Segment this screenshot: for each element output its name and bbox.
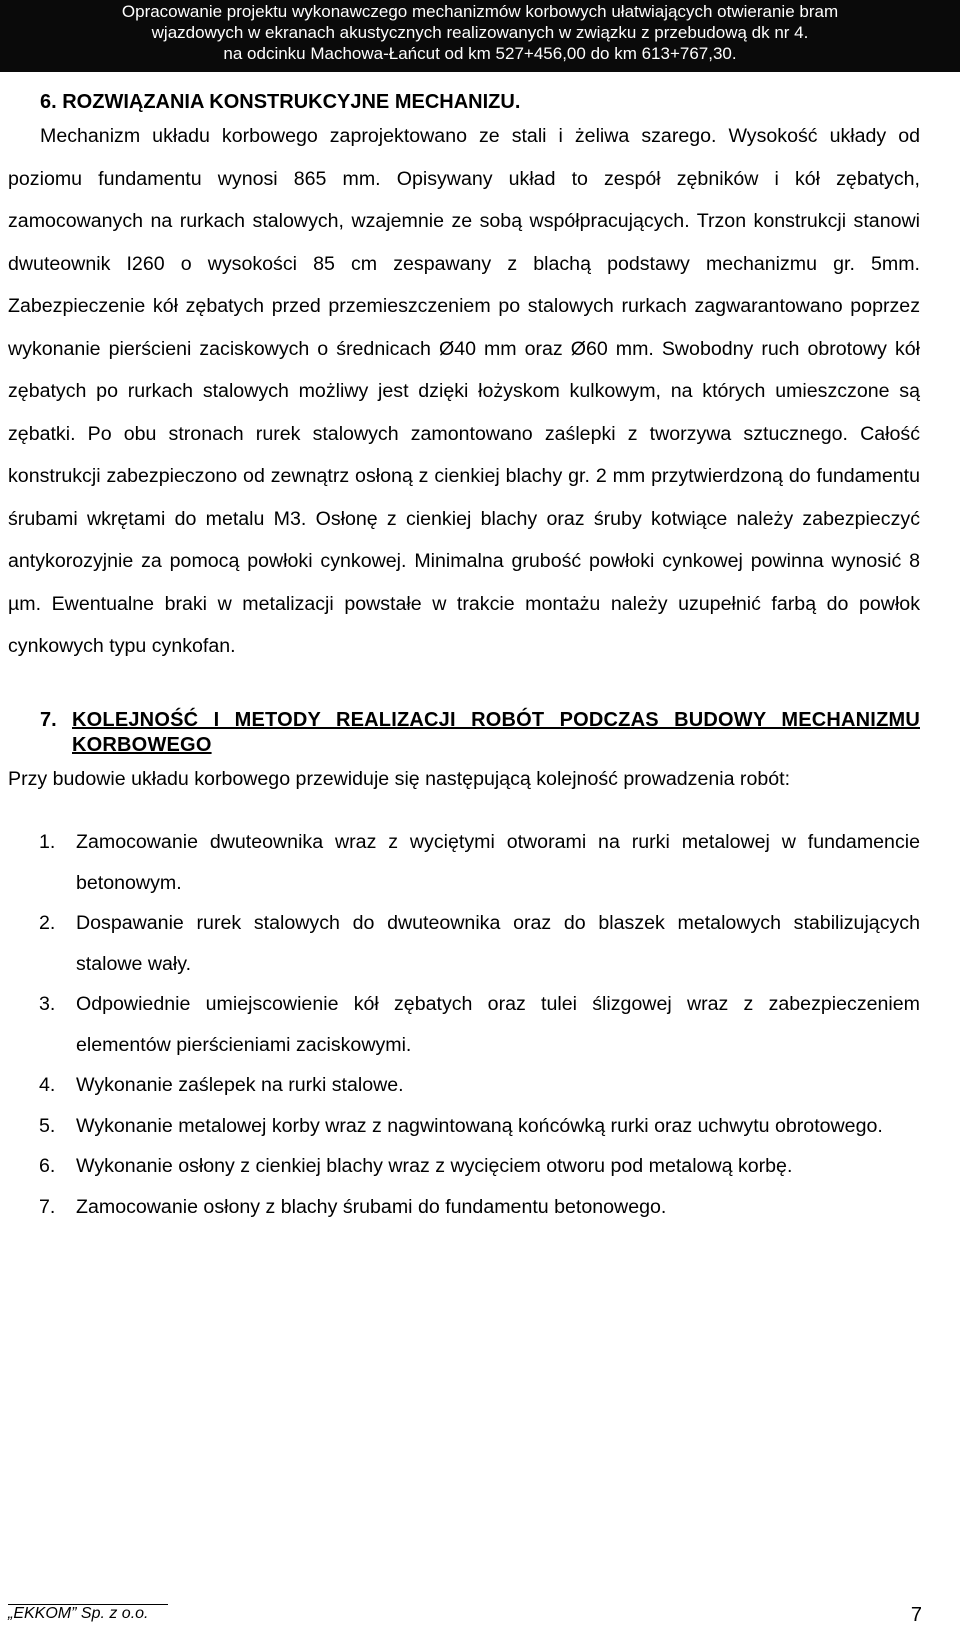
- list-item-number: 6.: [39, 1155, 56, 1177]
- list-item-number: 1.: [39, 831, 56, 853]
- list-item-text: Zamocowanie dwuteownika wraz z wyciętymi otworami na rurki metalowej w fundamencie betonowym.: [76, 831, 920, 894]
- list-item-text: Zamocowanie osłony z blachy śrubami do fundamentu betonowego.: [76, 1195, 667, 1218]
- page-number: 7: [910, 1604, 922, 1626]
- list-item: [8, 1065, 920, 1106]
- list-item-number: 2.: [39, 912, 56, 934]
- list-item-text: Wykonanie metalowej korby wraz z nagwintowaną końcówką rurki oraz uchwytu obrotowego.: [76, 1114, 883, 1137]
- section-7-title: KOLEJNOŚĆ I METODY REALIZACJI ROBÓT PODCZAS BUDOWY MECHANIZMU KORBOWEGO: [72, 708, 920, 756]
- list-item: [8, 1146, 920, 1187]
- list-item: [8, 1187, 920, 1228]
- header-line-2: wjazdowych w ekranach akustycznych realizowanych w związku z przebudową dk nr 4.: [151, 23, 809, 42]
- section-6-paragraph-text: Mechanizm układu korbowego zaprojektowano ze stali i żeliwa szarego. Wysokość układy od poziomu fundamentu wynosi 865 mm. Opisywany układ to zespół zębników i kół zębatych, zamocowanych na rurkach stalowych, wzajemnie ze sobą współpracujących. Trzon konstrukcji stanowi dwuteownik I260 o wysokości 85 cm zespawany z blachą podstawy mechanizmu gr. 5mm. Zabezpieczenie kół zębatych przed przemieszczeniem po stalowych rurkach zagwarantowano poprzez wykonanie pierścieni zaciskowych o średnicach Ø40 mm oraz Ø60 mm. Swobodny ruch obrotowy kół zębatych po rurkach stalowych możliwy jest dzięki łożyskom kulkowym, na których umieszczone są zębatki. Po obu stronach rurek stalowych zamontowano zaślepki z tworzywa sztucznego. Całość konstrukcji zabezpieczono od zewnątrz osłoną z cienkiej blachy gr. 2 mm przytwierdzoną do fundamentu śrubami wkrętami do metalu M3. Osłonę z cienkiej blachy oraz śruby kotwiące należy zabezpieczyć antykorozyjnie za pomocą powłoki cynkowej. Minimalna grubość powłoki cynkowej powinna wynosić 8 µm. Ewentualne braki w metalizacji powstałe w trakcie montażu należy uzupełnić farbą do powłok cynkowych typu cynkofan.: [8, 125, 920, 657]
- footer-company: „EKKOM” Sp. z o.o.: [8, 1605, 149, 1622]
- list-item-text: Odpowiednie umiejscowienie kół zębatych oraz tulei ślizgowej wraz z zabezpieczeniem elementów pierścieniami zaciskowymi.: [76, 993, 920, 1056]
- list-item-text: Dospawanie rurek stalowych do dwuteownika oraz do blaszek metalowych stabilizujących stalowe wały.: [76, 912, 920, 975]
- list-item: [8, 903, 920, 984]
- section-7-intro: Przy budowie układu korbowego przewiduje się następującą kolejność prowadzenia robót:: [8, 767, 791, 790]
- list-item: [8, 1106, 920, 1147]
- header-line-1: Opracowanie projektu wykonawczego mechanizmów korbowych ułatwiających otwieranie bram: [121, 2, 839, 21]
- list-item: [8, 822, 920, 903]
- section-6-paragraph: [8, 115, 920, 668]
- list-item: [8, 984, 920, 1065]
- page-header: [0, 0, 960, 72]
- list-item-text: Wykonanie osłony z cienkiej blachy wraz z wycięciem otworu pod metalową korbę.: [76, 1155, 793, 1177]
- list-item-number: 3.: [39, 993, 56, 1015]
- document-content: [8, 90, 920, 1227]
- list-item-number: 5.: [39, 1114, 56, 1137]
- section-7: [8, 708, 920, 1228]
- section-6-heading: 6. ROZWIĄZANIA KONSTRUKCYJNE MECHANIZU.: [40, 91, 521, 113]
- list-item-number: 7.: [39, 1195, 56, 1218]
- section-7-number: 7.: [40, 708, 57, 731]
- header-line-3: na odcinku Machowa-Łańcut od km 527+456,00 do km 613+767,30.: [223, 44, 737, 63]
- list-item-number: 4.: [39, 1074, 56, 1096]
- section-7-heading: [8, 708, 920, 758]
- list-item-text: Wykonanie zaślepek na rurki stalowe.: [76, 1074, 404, 1096]
- work-steps-list: [8, 822, 920, 1227]
